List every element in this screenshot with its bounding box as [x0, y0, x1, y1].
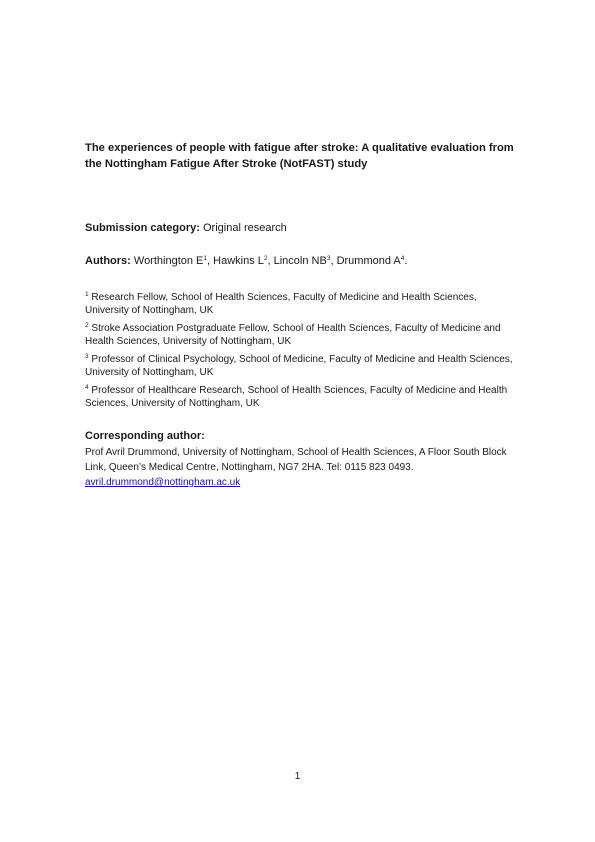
corresponding-author-address: Prof Avril Drummond, University of Nottingham, School of Health Sciences, A Floor South Block Link, Queen’s Medical Centre, Nottingham, NG7 2HA. Tel: 0115 823 0493.	[85, 447, 507, 473]
author-separator: ,	[267, 255, 271, 267]
author-separator: .	[404, 255, 408, 267]
affiliation-text: Professor of Clinical Psychology, School of Medicine, Faculty of Medicine and Health Sciences, University of Nottingham, UK	[85, 354, 513, 379]
author-name: Worthington E	[130, 255, 204, 267]
authors-label: Authors:	[85, 255, 131, 267]
author-list	[85, 254, 407, 269]
corresponding-author-email-link[interactable]: avril.drummond@nottingham.ac.uk	[85, 477, 241, 488]
affiliation-item	[85, 322, 515, 349]
author-separator: ,	[330, 255, 334, 267]
paper-title: The experiences of people with fatigue after stroke: A qualitative evaluation from the Nottingham Fatigue After Stroke (NotFAST) study	[85, 142, 514, 170]
author-name: Drummond A	[333, 255, 401, 267]
author-name: Hawkins L	[210, 255, 264, 267]
affiliation-item	[85, 384, 515, 411]
author-affiliation-marker: 2	[263, 255, 268, 262]
affiliation-text: Professor of Healthcare Research, School of Health Sciences, Faculty of Medicine and Health Sciences, University of Nottingham, UK	[85, 385, 508, 410]
author-affiliation-marker: 4	[400, 255, 405, 262]
affiliation-list	[85, 291, 515, 415]
affiliation-text: Stroke Association Postgraduate Fellow, School of Health Sciences, Faculty of Medicine and Health Sciences, University of Nottingham, UK	[85, 323, 501, 348]
author-affiliation-marker: 1	[203, 255, 208, 262]
page-number: 1	[294, 771, 301, 782]
affiliation-number: 2	[85, 322, 89, 329]
affiliation-number: 4	[85, 384, 89, 391]
affiliation-item	[85, 291, 515, 318]
author-affiliation-marker: 3	[326, 255, 331, 262]
submission-category	[85, 221, 287, 236]
author-name: Lincoln NB	[270, 255, 327, 267]
affiliation-item	[85, 353, 515, 380]
affiliation-text: Research Fellow, School of Health Sciences, Faculty of Medicine and Health Sciences, University of Nottingham, UK	[85, 292, 477, 317]
corresponding-author-heading: Corresponding author:	[85, 430, 205, 442]
author-separator: ,	[207, 255, 211, 267]
corresponding-author-details	[85, 445, 515, 490]
affiliation-number: 1	[85, 291, 89, 298]
affiliation-number: 3	[85, 353, 89, 360]
submission-category-value: Original research	[199, 222, 287, 234]
submission-category-label: Submission category:	[85, 222, 200, 234]
